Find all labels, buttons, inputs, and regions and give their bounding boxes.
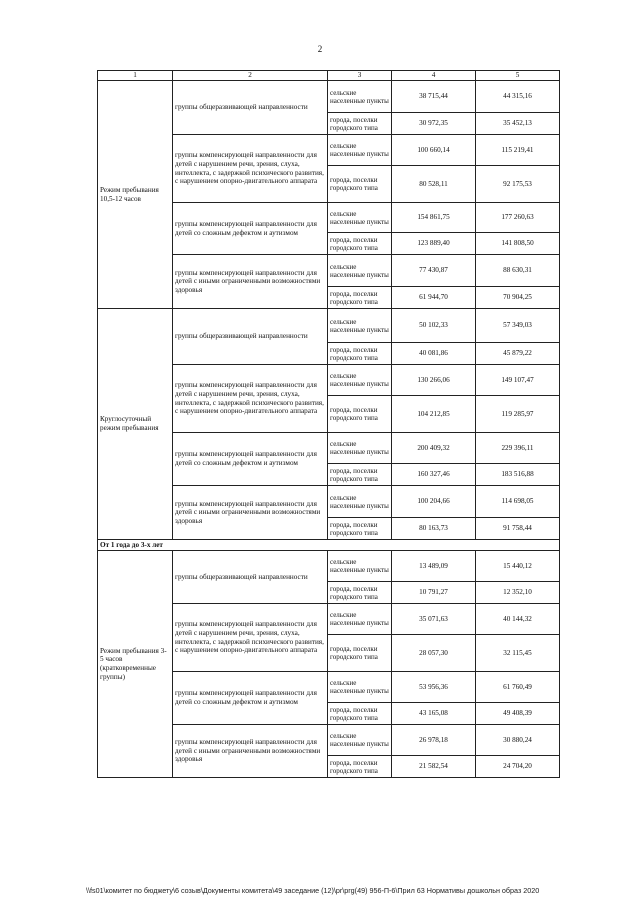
value-cell: 104 212,85 <box>392 396 476 433</box>
mode-cell: Круглосуточный режим пребывания <box>98 309 173 540</box>
section-title: От 1 года до 3-х лет <box>98 540 560 551</box>
location-cell: сельские населенные пункты <box>328 433 392 464</box>
mode-cell: Режим пребывания 3-5 часов (кратковременные группы) <box>98 551 173 778</box>
location-cell: города, поселки городского типа <box>328 113 392 135</box>
value-cell: 160 327,46 <box>392 464 476 486</box>
location-cell: сельские населенные пункты <box>328 604 392 635</box>
value-cell: 30 972,35 <box>392 113 476 135</box>
value-cell: 44 315,16 <box>476 81 560 113</box>
table-row <box>98 309 560 343</box>
header-cell: 4 <box>392 71 476 81</box>
value-cell: 119 285,97 <box>476 396 560 433</box>
location-cell: города, поселки городского типа <box>328 518 392 540</box>
location-cell: сельские населенные пункты <box>328 551 392 582</box>
value-cell: 35 452,13 <box>476 113 560 135</box>
normatives-table <box>97 70 560 778</box>
value-cell: 229 396,11 <box>476 433 560 464</box>
value-cell: 88 630,31 <box>476 255 560 287</box>
value-cell: 77 430,87 <box>392 255 476 287</box>
location-cell: сельские населенные пункты <box>328 365 392 396</box>
table-row <box>98 81 560 113</box>
header-cell: 1 <box>98 71 173 81</box>
value-cell: 61 760,49 <box>476 672 560 703</box>
value-cell: 24 704,20 <box>476 756 560 778</box>
location-cell: сельские населенные пункты <box>328 255 392 287</box>
location-cell: города, поселки городского типа <box>328 287 392 309</box>
value-cell: 30 880,24 <box>476 725 560 756</box>
location-cell: города, поселки городского типа <box>328 703 392 725</box>
value-cell: 123 889,40 <box>392 233 476 255</box>
header-cell: 5 <box>476 71 560 81</box>
location-cell: города, поселки городского типа <box>328 396 392 433</box>
group-cell: группы компенсирующей направленности для детей со сложным дефектом и аутизмом <box>173 433 328 486</box>
value-cell: 154 861,75 <box>392 203 476 233</box>
location-cell: сельские населенные пункты <box>328 309 392 343</box>
value-cell: 10 791,27 <box>392 582 476 604</box>
value-cell: 12 352,10 <box>476 582 560 604</box>
value-cell: 13 489,09 <box>392 551 476 582</box>
group-cell: группы компенсирующей направленности для детей с нарушением речи, зрения, слуха, интеллекта, с задержкой психического развития, с нарушением опорно-двигательного аппарата <box>173 604 328 672</box>
group-cell: группы компенсирующей направленности для детей с нарушением речи, зрения, слуха, интеллекта, с задержкой психического развития, с нарушением опорно-двигательного аппарата <box>173 135 328 203</box>
value-cell: 100 204,66 <box>392 486 476 518</box>
value-cell: 91 758,44 <box>476 518 560 540</box>
value-cell: 45 879,22 <box>476 343 560 365</box>
mode-cell: Режим пребывания 10,5-12 часов <box>98 81 173 309</box>
value-cell: 40 081,86 <box>392 343 476 365</box>
value-cell: 15 440,12 <box>476 551 560 582</box>
value-cell: 26 978,18 <box>392 725 476 756</box>
location-cell: сельские населенные пункты <box>328 672 392 703</box>
value-cell: 200 409,32 <box>392 433 476 464</box>
location-cell: сельские населенные пункты <box>328 81 392 113</box>
location-cell: города, поселки городского типа <box>328 582 392 604</box>
group-cell: группы компенсирующей направленности для детей со сложным дефектом и аутизмом <box>173 672 328 725</box>
group-cell: группы компенсирующей направленности для детей с иными ограниченными возможностями здоровья <box>173 255 328 309</box>
value-cell: 177 260,63 <box>476 203 560 233</box>
value-cell: 114 698,05 <box>476 486 560 518</box>
value-cell: 32 115,45 <box>476 635 560 672</box>
location-cell: города, поселки городского типа <box>328 464 392 486</box>
value-cell: 130 266,06 <box>392 365 476 396</box>
location-cell: города, поселки городского типа <box>328 166 392 203</box>
value-cell: 53 956,36 <box>392 672 476 703</box>
location-cell: города, поселки городского типа <box>328 233 392 255</box>
location-cell: города, поселки городского типа <box>328 343 392 365</box>
location-cell: города, поселки городского типа <box>328 756 392 778</box>
location-cell: города, поселки городского типа <box>328 635 392 672</box>
value-cell: 149 107,47 <box>476 365 560 396</box>
location-cell: сельские населенные пункты <box>328 135 392 166</box>
page-number: 2 <box>317 44 323 54</box>
value-cell: 43 165,08 <box>392 703 476 725</box>
group-cell: группы компенсирующей направленности для детей со сложным дефектом и аутизмом <box>173 203 328 255</box>
value-cell: 92 175,53 <box>476 166 560 203</box>
value-cell: 115 219,41 <box>476 135 560 166</box>
value-cell: 50 102,33 <box>392 309 476 343</box>
location-cell: сельские населенные пункты <box>328 725 392 756</box>
value-cell: 100 660,14 <box>392 135 476 166</box>
group-cell: группы компенсирующей направленности для детей с иными ограниченными возможностями здоровья <box>173 725 328 778</box>
value-cell: 21 582,54 <box>392 756 476 778</box>
group-cell: группы общеразвивающей направленности <box>173 81 328 135</box>
value-cell: 49 408,39 <box>476 703 560 725</box>
section-row <box>98 540 560 551</box>
value-cell: 57 349,03 <box>476 309 560 343</box>
header-cell: 2 <box>173 71 328 81</box>
footer-file-path: \\fs01\комитет по бюджету\6 созыв\Документы комитета\49 заседание (12)\pr\prg(49) 956-П-6\Прил 63 Нормативы дошкольн образ 2020 <box>86 886 540 895</box>
value-cell: 28 057,30 <box>392 635 476 672</box>
header-row <box>98 71 560 81</box>
group-cell: группы компенсирующей направленности для детей с иными ограниченными возможностями здоровья <box>173 486 328 540</box>
location-cell: сельские населенные пункты <box>328 203 392 233</box>
value-cell: 38 715,44 <box>392 81 476 113</box>
value-cell: 61 944,70 <box>392 287 476 309</box>
table-row <box>98 551 560 582</box>
value-cell: 70 904,25 <box>476 287 560 309</box>
group-cell: группы общеразвивающей направленности <box>173 309 328 365</box>
header-cell: 3 <box>328 71 392 81</box>
value-cell: 141 808,50 <box>476 233 560 255</box>
value-cell: 40 144,32 <box>476 604 560 635</box>
value-cell: 35 071,63 <box>392 604 476 635</box>
location-cell: сельские населенные пункты <box>328 486 392 518</box>
group-cell: группы общеразвивающей направленности <box>173 551 328 604</box>
value-cell: 80 163,73 <box>392 518 476 540</box>
group-cell: группы компенсирующей направленности для детей с нарушением речи, зрения, слуха, интеллекта, с задержкой психического развития, с нарушением опорно-двигательного аппарата <box>173 365 328 433</box>
value-cell: 183 516,88 <box>476 464 560 486</box>
value-cell: 80 528,11 <box>392 166 476 203</box>
